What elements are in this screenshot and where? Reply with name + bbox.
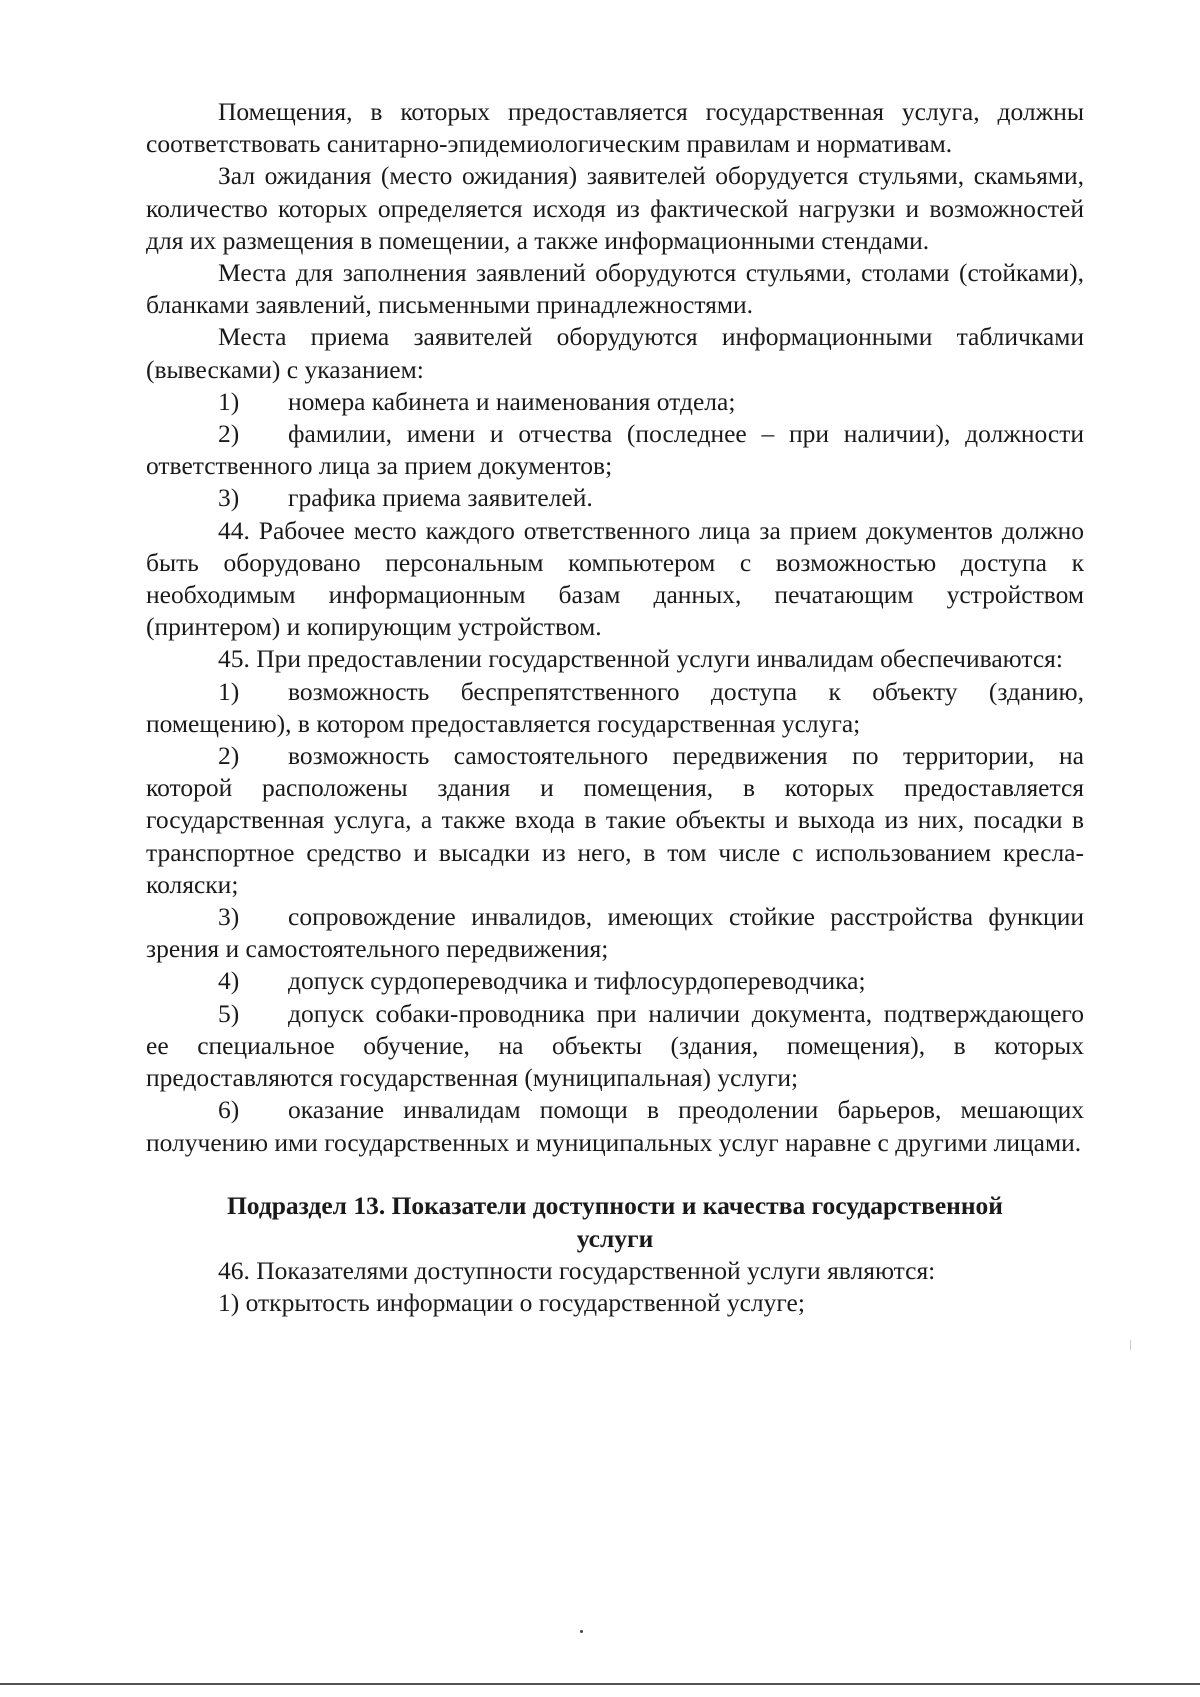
scan-bottom-edge xyxy=(0,1683,1200,1685)
paragraph-44: 44. Рабочее место каждого ответственного лица за прием документов должно быть оборудовано персональным компьютером с возможностью доступа к необходимым информационным базам данных, печатающим устройством (принтером) и копирующим устройством. xyxy=(146,515,1084,642)
list-item-disability-4: 4) допуск сурдопереводчика и тифлосурдопереводчика; xyxy=(218,966,866,996)
list-item-signage-1: 1) номера кабинета и наименования отдела; xyxy=(218,386,736,416)
scan-speck xyxy=(580,1630,583,1633)
list-item-disability-5: 5) допуск собаки-проводника при наличии документа, подтверждающего ее специальное обучение, на объекты (здания, помещения), в которых предоставляются государственная (муниципальная) услуги; xyxy=(146,998,1084,1093)
list-item-disability-1: 1) возможность беспрепятственного доступа к объекту (зданию, помещению), в котором предоставляется государственная услуга; xyxy=(146,676,1084,738)
list-item-disability-6: 6) оказание инвалидам помощи в преодолении барьеров, мешающих получению ими государственных и муниципальных услуг наравне с другими лицами. xyxy=(146,1095,1084,1157)
list-item-disability-3: 3) сопровождение инвалидов, имеющих стойкие расстройства функции зрения и самостоятельного передвижения; xyxy=(146,902,1084,964)
paragraph-form-places: Места для заполнения заявлений оборудуются стульями, столами (стойками), бланками заявлений, письменными принадлежностями. xyxy=(146,258,1084,320)
paragraph-premises: Помещения, в которых предоставляется государственная услуга, должны соответствовать санитарно-эпидемиологическим правилам и нормативам. xyxy=(146,97,1084,159)
paragraph-reception-places: Места приема заявителей оборудуются информационными табличками (вывесками) с указанием: xyxy=(146,322,1084,384)
list-item-disability-2: 2) возможность самостоятельного передвижения по территории, на которой расположены здания и помещения, в которых предоставляется государственная услуга, а также входа в такие объекты и выхода из них, посадки в транспортное средство и высадки из него, в том числе с использованием кресла-коляски; xyxy=(146,741,1084,899)
section-heading-13: Подраздел 13. Показатели доступности и качества государственной услуги xyxy=(226,1190,1004,1253)
paragraph-waiting-hall: Зал ожидания (место ожидания) заявителей оборудуется стульями, скамьями, количество которых определяется исходя из фактической нагрузки и возможностей для их размещения в помещении, а также информационными стендами. xyxy=(146,161,1084,255)
document-body xyxy=(146,96,1084,1319)
scan-artifact xyxy=(1130,1340,1131,1350)
paragraph-45: 45. При предоставлении государственной услуги инвалидам обеспечиваются: xyxy=(218,644,1063,674)
paragraph-46: 46. Показателями доступности государственной услуги являются: xyxy=(218,1255,936,1285)
paragraph-46-item-1: 1) открытость информации о государственной услуге; xyxy=(218,1287,805,1317)
list-item-signage-3: 3) графика приема заявителей. xyxy=(218,483,593,513)
list-item-signage-2: 2) фамилии, имени и отчества (последнее – при наличии), должности ответственного лица за прием документов; xyxy=(146,419,1084,481)
